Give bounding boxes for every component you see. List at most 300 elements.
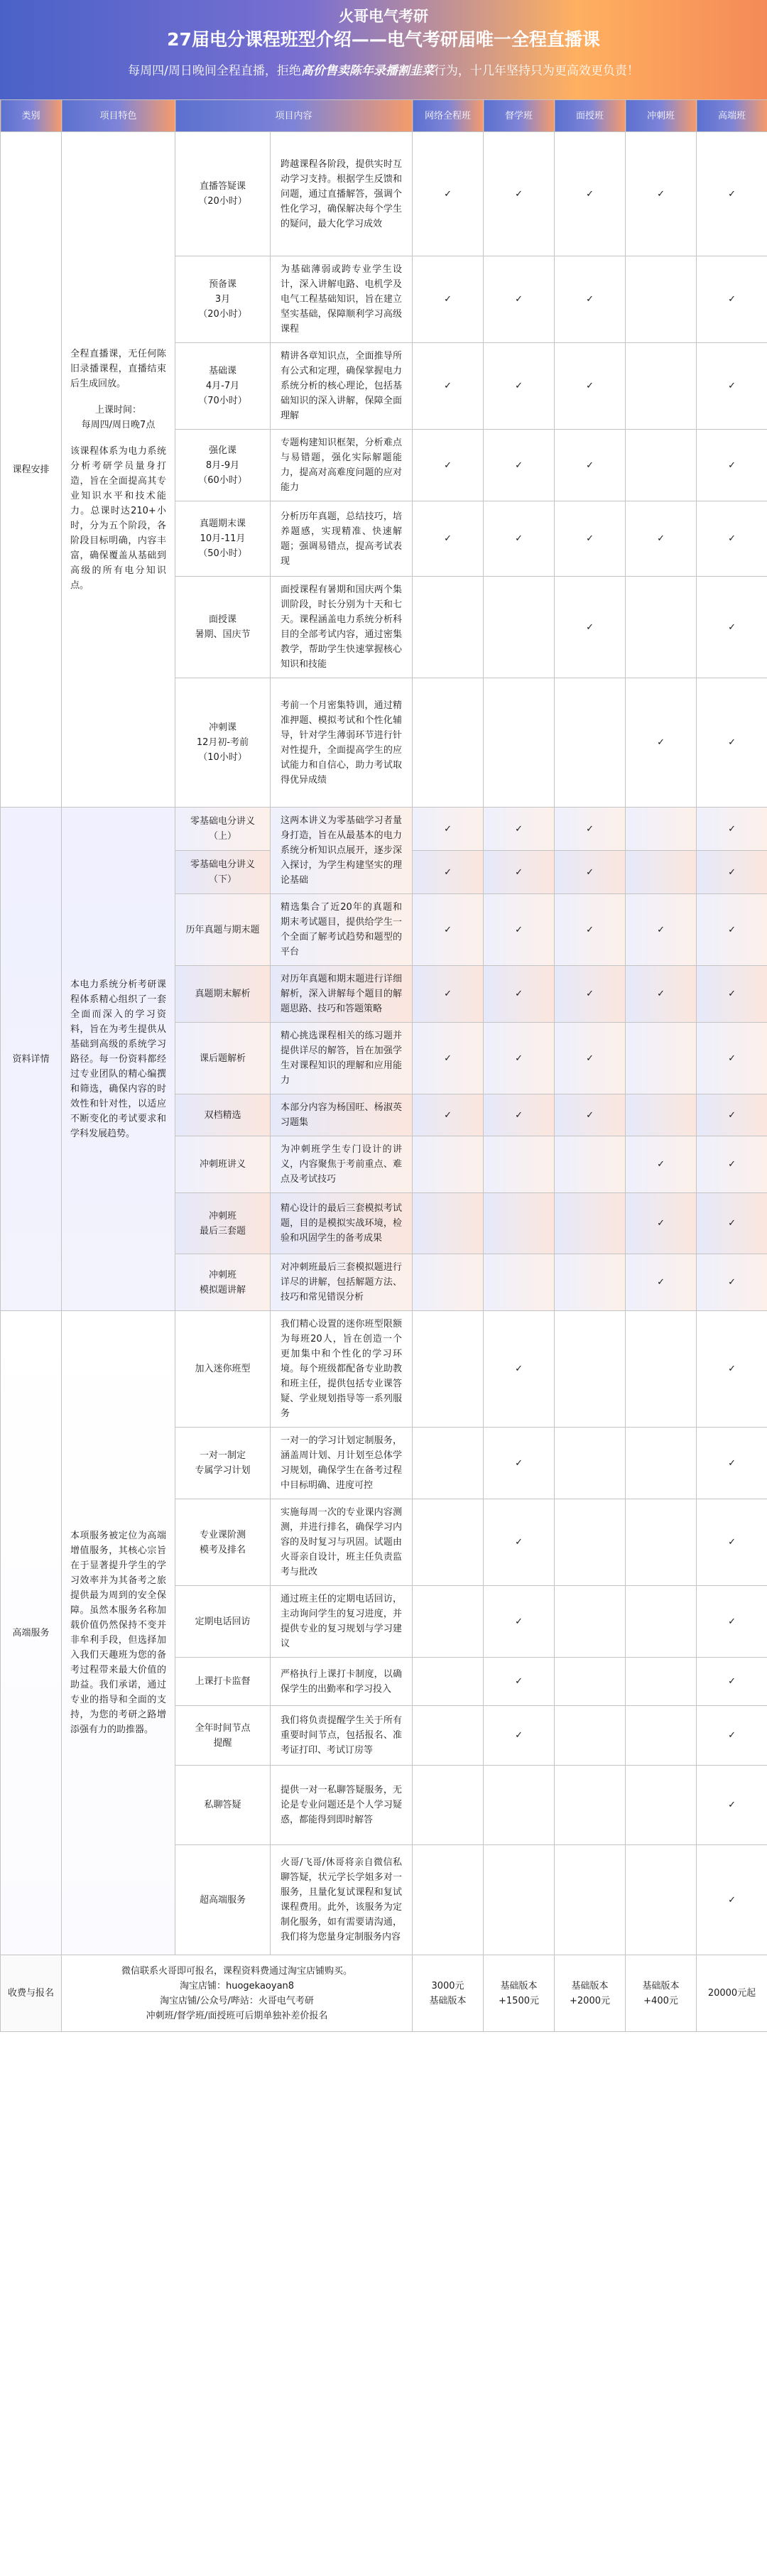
item-description: 分析历年真题，总结技巧，培养题感，实现精准、快速解题；强调易错点，提高考试表现	[271, 501, 413, 577]
item-description: 专题构建知识框架，分析难点与易错题，强化实际解题能力，提高对高难度问题的应对能力	[271, 430, 413, 501]
col-header-plan-sprint: 冲刺班	[626, 100, 697, 132]
plan-check-cell	[697, 1499, 767, 1586]
price-line: 20000元起	[707, 1988, 756, 1999]
check-mark-icon: ✓	[444, 866, 452, 878]
item-name	[175, 501, 271, 577]
plan-check-cell	[484, 256, 555, 343]
tagline-emphasis: 高价售卖陈年录播割韭菜	[300, 64, 434, 78]
plan-check-cell	[413, 808, 484, 851]
item-name-line: 上课打卡监督	[195, 1676, 251, 1687]
plan-check-cell	[413, 894, 484, 966]
plan-check-cell	[555, 501, 626, 577]
plan-check-cell	[626, 966, 697, 1023]
plan-check-cell	[697, 132, 767, 256]
header-tagline	[0, 63, 767, 80]
check-mark-icon: ✓	[444, 381, 452, 391]
item-name-line: 私聊答疑	[204, 1800, 241, 1810]
item-name-line: 模拟题讲解	[199, 1284, 246, 1295]
check-mark-icon: ✓	[586, 381, 594, 391]
item-name-line: 专属学习计划	[195, 1465, 251, 1476]
page-title: 27届电分课程班型介绍——电气考研届唯一全程直播课	[167, 29, 600, 50]
plan-check-cell	[626, 132, 697, 256]
item-description: 为冲刺班学生专门设计的讲义，内容聚焦于考前重点、难点及考试技巧	[271, 1136, 413, 1193]
item-name-line: 暑期、国庆节	[195, 629, 251, 640]
plan-check-cell	[484, 1094, 555, 1136]
feature-text: 上课时间：	[94, 404, 141, 415]
col-header-plan-premium: 高端班	[697, 100, 767, 132]
item-name-line: 预备课	[208, 279, 236, 290]
price-line: 基础版本	[429, 1995, 467, 2006]
check-mark-icon: ✓	[728, 1676, 736, 1687]
fees-note-line: 淘宝店铺/公众号/哔站：火哥电气考研	[160, 1995, 314, 2006]
item-description: 提供一对一私聊答疑服务，无论是专业问题还是个人学习疑惑，都能得到即时解答	[271, 1766, 413, 1845]
check-mark-icon: ✓	[586, 533, 594, 544]
plan-check-cell	[413, 1254, 484, 1311]
check-mark-icon: ✓	[728, 924, 736, 935]
plan-check-cell	[484, 1193, 555, 1254]
item-description: 精心设计的最后三套模拟考试题，目的是模拟实战环境，检验和巩固学生的备考成果	[271, 1193, 413, 1254]
col-header-feature: 项目特色	[62, 100, 175, 132]
plan-check-cell	[626, 1766, 697, 1845]
plan-check-cell	[413, 678, 484, 808]
check-mark-icon: ✓	[728, 1457, 736, 1469]
plan-check-cell	[484, 1586, 555, 1658]
table-row	[1, 808, 767, 851]
item-name	[175, 343, 271, 430]
plan-price	[697, 1955, 767, 2032]
plan-check-cell	[626, 1499, 697, 1586]
item-name	[175, 132, 271, 256]
item-name	[175, 1706, 271, 1766]
item-name-line: 专业课阶测	[199, 1529, 246, 1540]
plan-check-cell	[555, 256, 626, 343]
check-mark-icon: ✓	[515, 294, 523, 305]
price-line: 基础版本	[571, 1980, 609, 1991]
plan-check-cell	[626, 343, 697, 430]
item-name-line: （20小时）	[198, 196, 247, 207]
fees-row	[1, 1955, 767, 2032]
check-mark-icon: ✓	[515, 823, 523, 835]
item-name-line: 零基础电分讲义（上）	[190, 816, 255, 842]
check-mark-icon: ✓	[586, 924, 594, 935]
check-mark-icon: ✓	[657, 737, 665, 748]
plan-check-cell	[555, 894, 626, 966]
tagline-prefix: 每周四/周日晚间全程直播，拒绝	[128, 64, 301, 78]
check-mark-icon: ✓	[728, 1218, 736, 1229]
plan-check-cell	[626, 430, 697, 501]
check-mark-icon: ✓	[515, 1676, 523, 1687]
item-name	[175, 966, 271, 1023]
item-name	[175, 678, 271, 808]
plan-check-cell	[555, 132, 626, 256]
plan-check-cell	[697, 678, 767, 808]
check-mark-icon: ✓	[728, 1053, 736, 1064]
check-mark-icon: ✓	[515, 1730, 523, 1741]
plan-check-cell	[413, 851, 484, 894]
plan-check-cell	[697, 1254, 767, 1311]
item-name-line: 最后三套题	[199, 1225, 246, 1237]
check-mark-icon: ✓	[657, 924, 665, 935]
item-description: 精选集合了近20年的真题和期末考试题目，提供给学生一个全面了解考试趋势和题型的平台	[271, 894, 413, 966]
check-mark-icon: ✓	[586, 989, 594, 999]
check-mark-icon: ✓	[444, 924, 452, 935]
plan-check-cell	[697, 851, 767, 894]
plan-check-cell	[484, 501, 555, 577]
check-mark-icon: ✓	[515, 188, 523, 200]
plan-check-cell	[413, 966, 484, 1023]
plan-check-cell	[626, 678, 697, 808]
col-header-plan-supervise: 督学班	[484, 100, 555, 132]
check-mark-icon: ✓	[657, 533, 665, 544]
plan-check-cell	[484, 1658, 555, 1706]
item-description: 对冲刺班最后三套模拟题进行详尽的讲解，包括解题方法、技巧和常见错误分析	[271, 1254, 413, 1311]
plan-check-cell	[626, 1311, 697, 1428]
plan-check-cell	[697, 808, 767, 851]
col-header-category: 类别	[1, 100, 62, 132]
plan-check-cell	[555, 430, 626, 501]
check-mark-icon: ✓	[657, 188, 665, 200]
feature-text: 每周四/周日晚7点	[81, 419, 156, 430]
check-mark-icon: ✓	[586, 460, 594, 471]
check-mark-icon: ✓	[444, 989, 452, 999]
plan-check-cell	[626, 577, 697, 678]
item-name	[175, 430, 271, 501]
plan-check-cell	[484, 1311, 555, 1428]
fees-note-line: 微信联系火哥即可报名，课程资料费通过淘宝店铺购买。	[121, 1965, 353, 1977]
plan-check-cell	[413, 1586, 484, 1658]
check-mark-icon: ✓	[444, 823, 452, 835]
plan-check-cell	[626, 1706, 697, 1766]
item-description: 本部分内容为杨国旺、杨淑英习题集	[271, 1094, 413, 1136]
plan-check-cell	[697, 1136, 767, 1193]
plan-check-cell	[626, 1845, 697, 1955]
plan-check-cell	[626, 1428, 697, 1499]
price-line: 基础版本	[642, 1980, 680, 1991]
item-name-line: 超高端服务	[199, 1894, 246, 1906]
plan-check-cell	[555, 1311, 626, 1428]
check-mark-icon: ✓	[444, 188, 452, 200]
fees-note	[62, 1955, 413, 2032]
item-name-line: 强化课	[208, 445, 236, 456]
plan-check-cell	[626, 1586, 697, 1658]
section-category: 资料详情	[1, 808, 62, 1311]
col-header-plan-inperson: 面授班	[555, 100, 626, 132]
item-description: 我们精心设置的迷你班型限额为每班20人，旨在创造一个更加集中和个性化的学习环境。每个班级都配备专业助教和班主任，提供包括专业课答疑、学业规划指导等一系列服务	[271, 1311, 413, 1428]
check-mark-icon: ✓	[728, 737, 736, 748]
check-mark-icon: ✓	[728, 989, 736, 999]
tagline-suffix: 行为，十几年坚持只为更高效更负责！	[433, 64, 639, 78]
plan-price	[413, 1955, 484, 2032]
item-name-line: 面授课	[208, 614, 236, 625]
plan-check-cell	[484, 1766, 555, 1845]
item-name	[175, 1586, 271, 1658]
check-mark-icon: ✓	[515, 924, 523, 935]
plan-check-cell	[555, 1254, 626, 1311]
item-description: 考前一个月密集特训，通过精准押题、模拟考试和个性化辅导，针对学生薄弱环节进行针对性提升，全面提高学生的应试能力和自信心，助力考试取得优异成绩	[271, 678, 413, 808]
check-mark-icon: ✓	[586, 621, 594, 633]
item-description: 精讲各章知识点，全面推导所有公式和定理，确保掌握电力系统分析的核心理论，包括基础知识的深入讲解，保障全面理解	[271, 343, 413, 430]
item-name	[175, 256, 271, 343]
item-description: 我们将负责提醒学生关于所有重要时间节点，包括报名、准考证打印、考试订房等	[271, 1706, 413, 1766]
check-mark-icon: ✓	[515, 1053, 523, 1064]
col-header-content: 项目内容	[175, 100, 413, 132]
item-description: 为基础薄弱或跨专业学生设计，深入讲解电路、电机学及电气工程基础知识，旨在建立坚实基础，保障顺利学习高级课程	[271, 256, 413, 343]
plan-check-cell	[555, 1193, 626, 1254]
price-line: 基础版本	[500, 1980, 538, 1991]
check-mark-icon: ✓	[444, 533, 452, 544]
plan-price	[626, 1955, 697, 2032]
item-name	[175, 1023, 271, 1094]
item-name-line: 冲刺课	[208, 722, 236, 733]
check-mark-icon: ✓	[728, 866, 736, 878]
plan-check-cell	[555, 1094, 626, 1136]
item-name-line: 历年真题与期末题	[185, 924, 260, 935]
item-name-line: 基础课	[208, 366, 236, 376]
plan-check-cell	[626, 851, 697, 894]
plan-check-cell	[413, 1311, 484, 1428]
plan-check-cell	[484, 430, 555, 501]
plan-check-cell	[555, 1499, 626, 1586]
check-mark-icon: ✓	[728, 621, 736, 633]
item-name	[175, 851, 271, 894]
plan-check-cell	[484, 1428, 555, 1499]
check-mark-icon: ✓	[728, 533, 736, 544]
plan-check-cell	[697, 1766, 767, 1845]
item-name-line: 直播答疑课	[199, 181, 246, 192]
item-name-line: 冲刺班	[208, 1269, 236, 1281]
check-mark-icon: ✓	[515, 1109, 523, 1121]
feature-text: 本项服务被定位为高端增值服务，其核心宗旨在于显著提升学生的学习效率并为其备考之旅提供最为周到的安全保障。虽然本服务名称加载价值仍然保持不变并非牟利手段，但选择加入我们天趣班为您的备考过程带来最大价值的助益。我们承诺，通过专业的指导和全面的支持，为您的考研之路增添强有力的助推器。	[70, 1531, 166, 1735]
check-mark-icon: ✓	[728, 460, 736, 471]
check-mark-icon: ✓	[444, 294, 452, 305]
plan-check-cell	[484, 1136, 555, 1193]
item-name	[175, 1766, 271, 1845]
check-mark-icon: ✓	[586, 823, 594, 835]
check-mark-icon: ✓	[657, 1218, 665, 1229]
section-category: 高端服务	[1, 1311, 62, 1955]
plan-check-cell	[697, 1428, 767, 1499]
plan-check-cell	[697, 430, 767, 501]
plan-check-cell	[484, 343, 555, 430]
plan-check-cell	[484, 1845, 555, 1955]
item-name-line: 冲刺班讲义	[199, 1159, 246, 1170]
check-mark-icon: ✓	[515, 533, 523, 544]
section-category: 课程安排	[1, 132, 62, 808]
item-name	[175, 1428, 271, 1499]
check-mark-icon: ✓	[586, 294, 594, 305]
check-mark-icon: ✓	[657, 989, 665, 999]
check-mark-icon: ✓	[444, 1109, 452, 1121]
plan-check-cell	[697, 1845, 767, 1955]
item-description: 严格执行上课打卡制度，以确保学生的出勤率和学习投入	[271, 1658, 413, 1706]
item-name	[175, 894, 271, 966]
check-mark-icon: ✓	[728, 294, 736, 305]
plan-price	[555, 1955, 626, 2032]
item-name	[175, 1658, 271, 1706]
plan-check-cell	[626, 1658, 697, 1706]
item-name-line: 3月	[214, 294, 231, 305]
plan-check-cell	[413, 256, 484, 343]
plan-check-cell	[555, 1845, 626, 1955]
feature-text: 本电力系统分析考研课程体系精心组织了一套全面而深入的学习资料，旨在为考生提供从基础到高级的系统学习路径。每一份资料都经过专业团队的精心编撰和筛选，确保内容的时效性和针对性，以适应不断变化的考试要求和学科发展趋势。	[70, 979, 166, 1139]
check-mark-icon: ✓	[728, 1159, 736, 1170]
plan-check-cell	[697, 966, 767, 1023]
plan-check-cell	[484, 678, 555, 808]
plan-check-cell	[484, 1499, 555, 1586]
plan-check-cell	[626, 1193, 697, 1254]
plan-check-cell	[697, 894, 767, 966]
check-mark-icon: ✓	[515, 460, 523, 471]
plan-check-cell	[626, 501, 697, 577]
item-name	[175, 1094, 271, 1136]
item-name-line: 12月初-考前	[196, 737, 249, 748]
check-mark-icon: ✓	[586, 188, 594, 200]
fees-category: 收费与报名	[1, 1955, 62, 2032]
item-name-line: 双档精选	[204, 1109, 241, 1121]
plan-check-cell	[413, 577, 484, 678]
plan-check-cell	[484, 894, 555, 966]
check-mark-icon: ✓	[515, 1364, 523, 1374]
check-mark-icon: ✓	[515, 381, 523, 391]
item-description: 通过班主任的定期电话回访，主动询问学生的复习进度，并提供专业的复习规划与学习建议	[271, 1586, 413, 1658]
item-name-line: 定期电话回访	[195, 1616, 251, 1627]
plan-check-cell	[413, 1136, 484, 1193]
check-mark-icon: ✓	[728, 381, 736, 391]
plan-check-cell	[555, 1766, 626, 1845]
item-name-line: 一对一制定	[199, 1450, 246, 1461]
plan-check-cell	[413, 1766, 484, 1845]
plan-check-cell	[484, 1023, 555, 1094]
check-mark-icon: ✓	[515, 1537, 523, 1548]
item-name-line: （10小时）	[198, 752, 247, 763]
plan-check-cell	[555, 1658, 626, 1706]
item-name-line: （60小时）	[198, 474, 247, 486]
item-name	[175, 1845, 271, 1955]
plan-check-cell	[555, 1136, 626, 1193]
plan-check-cell	[697, 1193, 767, 1254]
check-mark-icon: ✓	[657, 1277, 665, 1288]
plan-check-cell	[413, 1428, 484, 1499]
item-name	[175, 577, 271, 678]
plan-check-cell	[555, 1586, 626, 1658]
check-mark-icon: ✓	[728, 1277, 736, 1288]
item-name-line: 全年时间节点	[195, 1722, 251, 1734]
section-feature	[62, 808, 175, 1311]
plan-check-cell	[413, 132, 484, 256]
item-name-line: 4月-7月	[205, 381, 240, 391]
plan-check-cell	[626, 1094, 697, 1136]
check-mark-icon: ✓	[728, 1537, 736, 1548]
plan-check-cell	[413, 1845, 484, 1955]
item-name	[175, 1254, 271, 1311]
plan-check-cell	[413, 1658, 484, 1706]
item-name-line: 真题期末课	[199, 518, 246, 529]
item-name	[175, 1193, 271, 1254]
check-mark-icon: ✓	[728, 1364, 736, 1374]
plan-check-cell	[484, 1706, 555, 1766]
plan-check-cell	[697, 501, 767, 577]
check-mark-icon: ✓	[728, 188, 736, 200]
plan-check-cell	[555, 851, 626, 894]
item-name	[175, 808, 271, 851]
brand-title: 火哥电气考研	[339, 8, 428, 25]
plan-check-cell	[555, 1428, 626, 1499]
item-name-line: （70小时）	[198, 396, 247, 406]
plan-check-cell	[626, 1023, 697, 1094]
check-mark-icon: ✓	[515, 866, 523, 878]
check-mark-icon: ✓	[728, 1800, 736, 1810]
plan-check-cell	[626, 1136, 697, 1193]
check-mark-icon: ✓	[728, 1730, 736, 1741]
plan-check-cell	[484, 851, 555, 894]
item-name-line: 加入迷你班型	[195, 1364, 251, 1374]
plan-check-cell	[626, 808, 697, 851]
col-header-plan-online: 网络全程班	[413, 100, 484, 132]
check-mark-icon: ✓	[657, 1159, 665, 1170]
plan-check-cell	[697, 1658, 767, 1706]
plan-check-cell	[413, 430, 484, 501]
check-mark-icon: ✓	[444, 1053, 452, 1064]
plan-check-cell	[555, 343, 626, 430]
item-description: 面授课程有暑期和国庆两个集训阶段，时长分别为十天和七天。课程涵盖电力系统分析科目的全部考试内容，通过密集教学，帮助学生快速掌握核心知识和技能	[271, 577, 413, 678]
price-line: +1500元	[499, 1995, 539, 2006]
plan-check-cell	[555, 966, 626, 1023]
item-description: 对历年真题和期末题进行详细解析，深入讲解每个题目的解题思路、技巧和答题策略	[271, 966, 413, 1023]
item-description: 一对一的学习计划定制服务，涵盖周计划、月计划至总体学习规划，确保学生在备考过程中目标明确、进度可控	[271, 1428, 413, 1499]
check-mark-icon: ✓	[728, 1894, 736, 1906]
plan-check-cell	[697, 1023, 767, 1094]
plan-check-cell	[555, 1706, 626, 1766]
feature-text: 该课程体系为电力系统分析考研学员量身打造，旨在全面提高其专业知识水平和技术能力。总课时达210+小时，分为五个阶段，各阶段目标明确，内容丰富，确保覆盖从基础到高级的所有电分知识点。	[70, 445, 166, 591]
fees-note-line: 冲刺班/督学班/面授班可后期单独补差价报名	[146, 2010, 328, 2021]
item-name-line: 10月-11月	[200, 533, 246, 544]
plan-check-cell	[484, 132, 555, 256]
plan-check-cell	[555, 577, 626, 678]
plan-check-cell	[626, 894, 697, 966]
plan-check-cell	[697, 1311, 767, 1428]
item-description: 火哥/飞哥/休哥将亲自微信私聊答疑，状元学长学姐多对一服务，且量化复试课程和复试课程费用。此外，该服务为定制化服务，如有需要请沟通，我们将为您量身定制服务内容	[271, 1845, 413, 1955]
plan-check-cell	[697, 1706, 767, 1766]
plan-check-cell	[697, 256, 767, 343]
item-description: 这两本讲义为零基础学习者量身打造，旨在从最基本的电力系统分析知识点展开，逐步深入探讨，为学生构建坚实的理论基础	[271, 808, 413, 894]
check-mark-icon: ✓	[728, 1616, 736, 1627]
price-line: +400元	[643, 1995, 678, 2006]
item-name	[175, 1311, 271, 1428]
item-name-line: 零基础电分讲义（下）	[190, 859, 255, 885]
section-feature	[62, 1311, 175, 1955]
plan-check-cell	[484, 966, 555, 1023]
plan-check-cell	[484, 808, 555, 851]
check-mark-icon: ✓	[515, 1457, 523, 1469]
item-name	[175, 1499, 271, 1586]
plan-check-cell	[484, 1254, 555, 1311]
table-header-row	[1, 100, 767, 132]
feature-text: 全程直播课，无任何陈旧录播课程，直播结束后生成回放。	[70, 348, 166, 389]
plan-check-cell	[484, 577, 555, 678]
section-feature	[62, 132, 175, 808]
item-description: 实施每周一次的专业课内容测测，并进行排名，确保学习内容的及时复习与巩固。试题由火哥亲自设计，班主任负责监考与批改	[271, 1499, 413, 1586]
price-line: +2000元	[570, 1995, 610, 2006]
item-name-line: 8月-9月	[205, 460, 240, 471]
plan-check-cell	[555, 808, 626, 851]
check-mark-icon: ✓	[515, 989, 523, 999]
plan-check-cell	[413, 1193, 484, 1254]
check-mark-icon: ✓	[515, 1616, 523, 1627]
check-mark-icon: ✓	[444, 460, 452, 471]
item-name-line: 冲刺班	[208, 1210, 236, 1222]
item-name-line: （20小时）	[198, 309, 247, 320]
table-row	[1, 132, 767, 256]
